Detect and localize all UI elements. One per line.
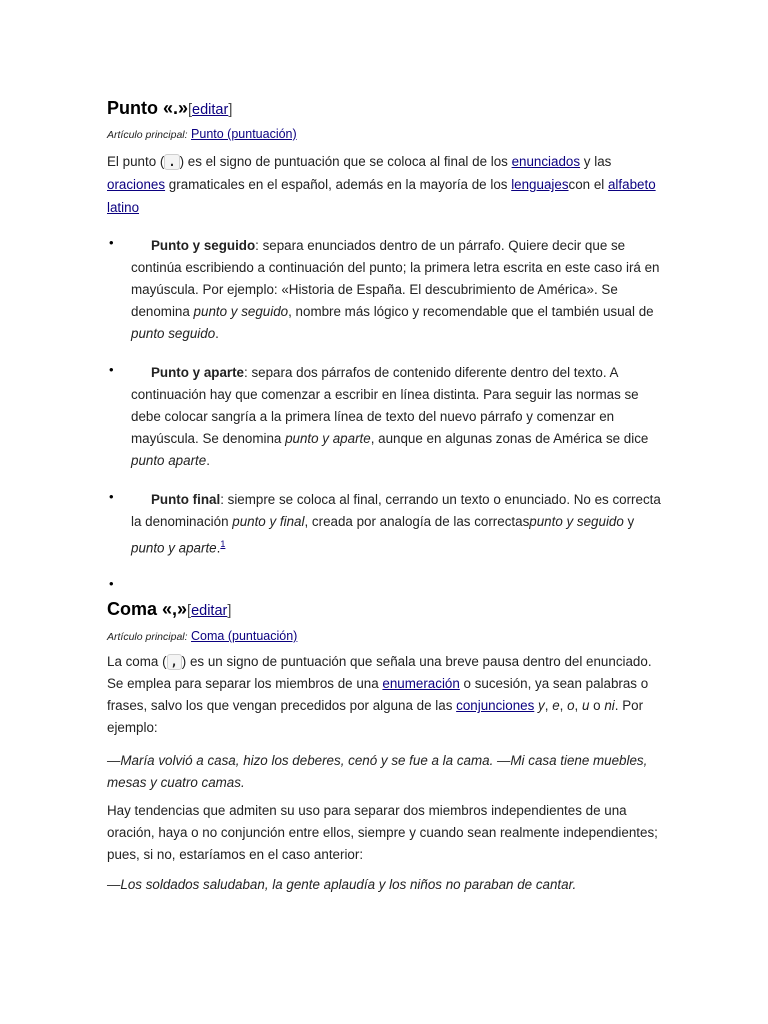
text: o sucesión, ya sean palabras o frases, salvo los que vengan precedidos por alguna de las <box>107 676 649 713</box>
term: Punto final <box>151 492 221 507</box>
text: , <box>544 698 553 713</box>
main-article-link[interactable]: Punto (puntuación) <box>191 127 297 141</box>
text: , creada por analogía de las correctas <box>304 514 530 529</box>
edit-bracket-close: ] <box>227 603 232 619</box>
text: : separa dos párrafos de contenido diferente dentro del texto. A continuación hay que comenzar a escribir en línea distinta. Para seguir las normas se debe colocar sangría a la primera línea de texto del nuevo párrafo y comenzar en mayúscula. Se denomina <box>131 365 639 446</box>
edit-bracket-open: [ <box>188 102 193 118</box>
link-conjunciones[interactable]: conjunciones <box>456 698 535 713</box>
example-text: —Los soldados saludaban, la gente aplaudía y los niños no paraban de cantar. <box>107 877 577 892</box>
text: La coma ( <box>107 654 167 669</box>
intro-paragraph <box>107 150 667 219</box>
bullet-icon: • <box>109 362 114 377</box>
italic-text: punto y aparte <box>285 431 371 446</box>
bullet-icon: • <box>109 576 114 591</box>
edit-section-link[interactable]: editar <box>192 102 229 118</box>
text: El punto ( <box>107 154 165 169</box>
list-item-text <box>131 489 667 559</box>
italic-text: ni <box>604 698 615 713</box>
link-enumeracion[interactable]: enumeración <box>382 676 460 691</box>
text: . Por ejemplo: <box>107 698 644 735</box>
list-item-text <box>131 362 667 472</box>
text: ) es un signo de puntuación que señala una breve pausa dentro del enunciado. Se emplea para separar los miembros de una <box>107 654 652 691</box>
main-article-link[interactable]: Coma (puntuación) <box>191 629 298 643</box>
reference-superscript <box>220 538 225 550</box>
bullet-icon: • <box>109 489 114 504</box>
italic-text: o <box>567 698 575 713</box>
edit-section-link[interactable]: editar <box>191 603 228 619</box>
edit-section-wrapper <box>187 603 231 619</box>
link-enunciados[interactable]: enunciados <box>511 154 581 169</box>
text: . <box>206 453 210 468</box>
text: . <box>216 540 221 556</box>
italic-text: punto y seguido <box>529 514 624 529</box>
list-item <box>107 362 667 472</box>
punctuation-code: . <box>164 154 179 170</box>
intro-paragraph <box>107 651 663 739</box>
italic-text: punto seguido <box>131 326 216 341</box>
text: : siempre se coloca al final, cerrando un texto o enunciado. No es correcta la denominación <box>131 492 661 529</box>
link-oraciones[interactable]: oraciones <box>107 177 166 192</box>
text: , nombre más lógico y recomendable que el también usual de <box>288 304 654 319</box>
example-text: —María volvió a casa, hizo los deberes, cenó y se fue a la cama. —Mi casa tiene muebles, mesas y cuatro camas. <box>107 753 648 790</box>
reference-link[interactable]: 1 <box>220 539 226 549</box>
text: , <box>559 698 568 713</box>
heading-title: Punto «.» <box>107 98 189 118</box>
text: : separa enunciados dentro de un párrafo. Quiere decir que se continúa escribiendo a continuación del punto; la primera letra escrita en este caso irá en mayúscula. Por ejemplo: «Historia de España. El descubrimiento de América». Se denomina <box>131 238 660 319</box>
list-item <box>107 489 667 559</box>
italic-text: u <box>582 698 590 713</box>
link-lenguajes[interactable]: lenguajes <box>511 177 569 192</box>
list-item-text <box>131 235 667 345</box>
italic-text: punto y final <box>232 514 305 529</box>
text: , <box>574 698 582 713</box>
term: Punto y seguido <box>151 238 256 253</box>
text: y las <box>580 154 612 169</box>
italic-text: punto y aparte <box>131 540 217 556</box>
section-heading-coma <box>107 598 231 622</box>
italic-text: punto y seguido <box>193 304 289 319</box>
heading-title: Coma «,» <box>107 599 188 619</box>
main-article-note <box>107 127 297 141</box>
text: . <box>215 326 219 341</box>
section-heading-punto <box>107 97 232 121</box>
text: , aunque en algunas zonas de América se dice <box>370 431 649 446</box>
link-alfabeto-latino[interactable]: alfabeto latino <box>107 177 656 215</box>
main-article-label: Artículo principal: <box>107 129 188 141</box>
italic-text: e <box>552 698 560 713</box>
text: ) es el signo de puntuación que se coloca al final de los <box>179 154 512 169</box>
edit-bracket-open: [ <box>187 603 192 619</box>
main-article-label: Artículo principal: <box>107 631 188 643</box>
bullet-icon: • <box>109 235 114 250</box>
edit-bracket-close: ] <box>228 102 233 118</box>
text: y <box>623 514 635 529</box>
term: Punto y aparte <box>151 365 245 380</box>
text: con el <box>568 177 608 192</box>
paragraph: Hay tendencias que admiten su uso para separar dos miembros independientes de una oración, haya o no conjunción entre ellos, siempre y cuando sean realmente independientes; pues, si no, estaríamos en el caso anterior: <box>107 803 658 862</box>
main-article-note <box>107 629 297 643</box>
text: gramaticales en el español, además en la mayoría de los <box>165 177 512 192</box>
text: o <box>589 698 605 713</box>
list-item <box>107 235 667 345</box>
italic-text: y <box>538 698 545 713</box>
punctuation-code: , <box>167 654 182 670</box>
edit-section-wrapper <box>188 102 232 118</box>
italic-text: punto aparte <box>131 453 207 468</box>
